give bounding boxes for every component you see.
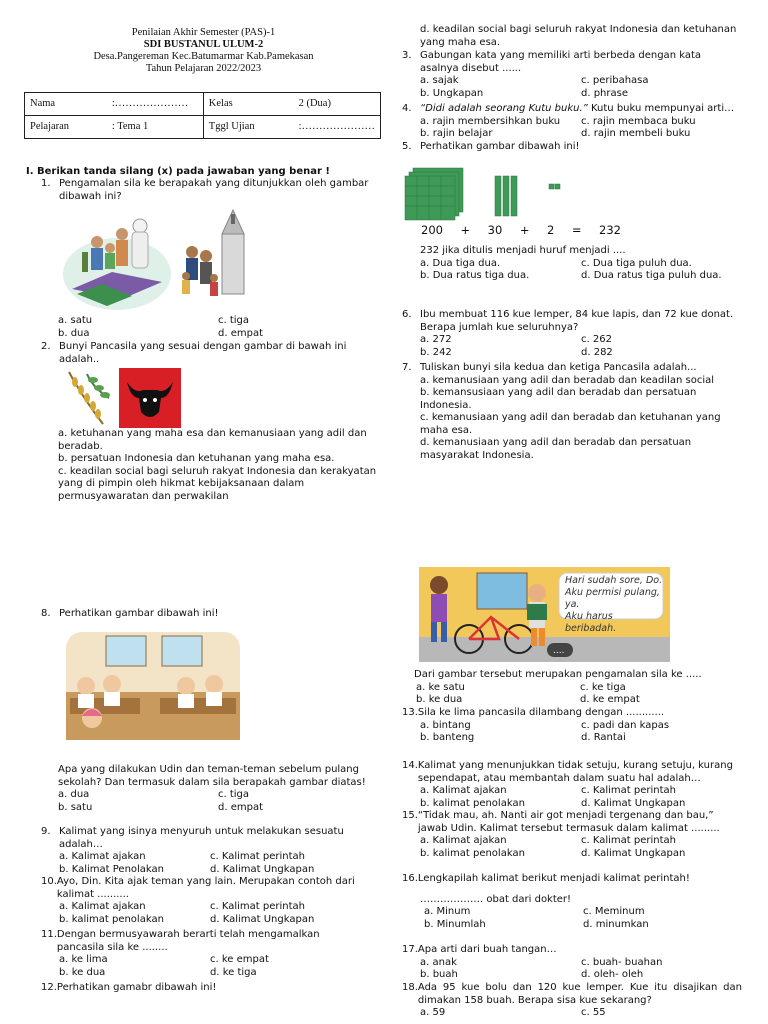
eq-2: 2 (547, 223, 555, 237)
q4-option-d[interactable]: d. rajin membeli buku (581, 128, 691, 139)
q7-option-d[interactable]: d. kemanusiaan yang adil dan beradab dan persatuan masyarakat Indonesia. (420, 437, 692, 461)
q16-option-d[interactable]: d. minumkan (583, 918, 649, 930)
q2-option-c[interactable]: c. keadilan social bagi seluruh rakyat Indonesia dan kerakyatan yang di pimpin oleh hikmat kebijaksanaan dalam permusyawaratan dan perwakilan (58, 465, 377, 502)
q11-option-a[interactable]: a. ke lima (59, 954, 108, 965)
q14-option-b[interactable]: b. kalimat penolakan (420, 797, 525, 809)
q1-option-a[interactable]: a. satu (58, 315, 93, 326)
q7-option-c[interactable]: c. kemanusiaan yang adil dan beradab dan ketuhanan yang maha esa. (420, 412, 721, 436)
q16-number: 16. (402, 873, 418, 884)
q15-option-c[interactable]: c. Kalimat perintah (581, 835, 677, 846)
q14-option-c[interactable]: c. Kalimat perintah (581, 785, 677, 796)
q8-text: Perhatikan gambar dibawah ini! (59, 608, 219, 619)
q5-number: 5. (402, 141, 412, 152)
bubble-line-2: Aku permisi pulang, ya. (565, 587, 660, 610)
q1-number: 1. (41, 178, 51, 189)
q11-text: Dengan bermusyawarah berarti telah mengamalkan pancasila sila ke ........ (56, 929, 320, 953)
eq-plus-1: + (460, 223, 471, 237)
q4-option-c[interactable]: c. rajin membaca buku (581, 115, 696, 127)
q14-option-d[interactable]: d. Kalimat Ungkapan (581, 797, 686, 809)
q13-text: Sila ke lima pancasila dilambang dengan ............ (417, 707, 665, 718)
nama-field[interactable]: :………………… (107, 93, 203, 116)
question-12 (41, 982, 361, 995)
q17-number: 17. (402, 944, 418, 955)
q6-option-b[interactable]: b. 242 (420, 346, 452, 358)
q7-option-a[interactable]: a. kemanusiaan yang adil dan beradab dan keadilan social (420, 374, 714, 386)
question-17 (402, 944, 742, 982)
q16-option-a[interactable]: a. Minum (424, 906, 471, 917)
classroom-illustration (66, 632, 240, 740)
q9-option-c[interactable]: c. Kalimat perintah (210, 851, 306, 862)
q6-option-c[interactable]: c. 262 (581, 334, 612, 345)
q2-option-a[interactable]: a. ketuhanan yang maha esa dan kemanusiaan yang adil dan beradab. (58, 428, 367, 452)
q5-body (420, 245, 742, 283)
question-5 (402, 141, 742, 154)
q10-number: 10. (41, 876, 57, 887)
q13-option-d[interactable]: d. Rantai (581, 732, 626, 743)
q7-option-b[interactable]: b. kemansusiaan yang adil dan beradab dan persatuan Indonesia. (420, 387, 697, 411)
question-3 (402, 50, 742, 100)
q5-option-d[interactable]: d. Dua ratus tiga puluh dua. (581, 270, 722, 281)
q18-option-c[interactable]: c. 55 (581, 1007, 606, 1018)
q5-prompt: 232 jika ditulis menjadi huruf menjadi .... (420, 245, 626, 256)
q14-number: 14. (402, 760, 418, 771)
q10-option-c[interactable]: c. Kalimat perintah (210, 901, 306, 912)
tgl-field[interactable]: :………………… (294, 116, 381, 139)
q1-options (58, 315, 378, 340)
rice-cotton-icon (63, 368, 115, 428)
school-address: Desa.Pangereman Kec.Batumarmar Kab.Pamekasan (93, 51, 314, 62)
church-illustration (172, 204, 254, 310)
q8-body (58, 764, 378, 814)
pelajaran-value: : Tema 1 (107, 116, 203, 139)
q5-option-c[interactable]: c. Dua tiga puluh dua. (581, 257, 692, 269)
svg-text:....: .... (553, 646, 565, 656)
bicycle-illustration (419, 567, 670, 662)
q15-text: “Tidak mau, ah. Nanti air got menjadi tergenang dan bau,” jawab Udin. Kalimat tersebut termasuk dalam kalimat ......... (417, 810, 720, 834)
eq-plus-2: + (519, 223, 530, 237)
q7-text: Tuliskan bunyi sila kedua dan ketiga Pancasila adalah... (420, 362, 697, 373)
student-info-table (24, 92, 381, 139)
q15-option-d[interactable]: d. Kalimat Ungkapan (581, 847, 686, 859)
q3-number: 3. (402, 50, 412, 61)
q10-option-a[interactable]: a. Kalimat ajakan (59, 901, 146, 912)
q16-option-c[interactable]: c. Meminum (583, 906, 645, 917)
q8-number: 8. (41, 608, 51, 619)
q12-option-b[interactable]: b. ke dua (416, 694, 463, 705)
question-15 (402, 810, 742, 860)
q2-option-d-block (420, 24, 742, 49)
q9-number: 9. (41, 826, 51, 837)
q14-option-a[interactable]: a. Kalimat ajakan (420, 785, 507, 796)
place-value-equation (421, 224, 621, 237)
q10-option-d[interactable]: d. Kalimat Ungkapan (210, 913, 315, 925)
question-18 (402, 982, 742, 1020)
q12-option-d[interactable]: d. ke empat (580, 694, 640, 705)
q6-option-d[interactable]: d. 282 (581, 346, 613, 358)
q15-option-b[interactable]: b. kalimat penolakan (420, 847, 525, 859)
q6-option-a[interactable]: a. 272 (420, 334, 452, 345)
q17-option-d[interactable]: d. oleh- oleh (581, 969, 644, 980)
q1-option-d[interactable]: d. empat (218, 327, 263, 339)
question-13 (402, 707, 742, 745)
q7-number: 7. (402, 362, 412, 373)
q3-text: Gabungan kata yang memiliki arti berbeda dengan kata asalnya disebut ...... (420, 50, 701, 74)
school-name: SDI BUSTANUL ULUM-2 (143, 39, 264, 50)
q1-text: Pengamalan sila ke berapakah yang ditunjukkan oleh gambar dibawah ini? (59, 178, 369, 202)
q12-text: Perhatikan gamabr dibawah ini! (56, 982, 217, 993)
q5-option-a[interactable]: a. Dua tiga dua. (420, 257, 501, 269)
q16-option-b[interactable]: b. Minumlah (424, 918, 486, 930)
q14-text: Kalimat yang menunjukkan tidak setuju, kurang setuju, kurang sependapat, atau membantah dalam suatu hal adalah… (417, 760, 733, 784)
q11-number: 11. (41, 929, 57, 940)
q3-option-b[interactable]: b. Ungkapan (420, 87, 484, 99)
q1-option-b[interactable]: b. dua (58, 327, 90, 339)
q9-option-b[interactable]: b. Kalimat Penolakan (59, 863, 165, 875)
q2-text: Bunyi Pancasila yang sesuai dengan gambar di bawah ini adalah.. (59, 341, 347, 365)
bubble-line-1: Hari sudah sore, Do. (565, 575, 663, 586)
q12-number: 12. (41, 982, 57, 993)
kelas-label: Kelas (203, 93, 293, 116)
question-4 (402, 103, 742, 141)
question-9 (41, 826, 361, 876)
q5-text: Perhatikan gambar dibawah ini! (420, 141, 580, 152)
bubble-line-3: Aku harus beribadah. (565, 611, 617, 634)
school-year: Tahun Pelajaran 2022/2023 (145, 63, 262, 74)
question-2 (41, 341, 359, 366)
q9-option-a[interactable]: a. Kalimat ajakan (59, 851, 146, 862)
q4-option-b[interactable]: b. rajin belajar (420, 128, 493, 139)
q11-option-d[interactable]: d. ke tiga (210, 966, 257, 978)
pelajaran-label: Pelajaran (25, 116, 107, 139)
q12-option-c[interactable]: c. ke tiga (580, 681, 626, 693)
q17-option-c[interactable]: c. buah- buahan (581, 956, 663, 968)
q4-text: Kutu buku mempunyai arti… (587, 103, 735, 114)
q12-prompt: Dari gambar tersebut merupakan pengamalan sila ke ..... (414, 669, 702, 680)
speech-bubble (565, 575, 665, 635)
q6-text: Ibu membuat 116 kue lemper, 84 kue lapis, dan 72 kue donat. Berapa jumlah kue seluruhnya? (420, 309, 734, 333)
q8-option-d[interactable]: d. empat (218, 801, 263, 813)
q13-option-c[interactable]: c. padi dan kapas (581, 719, 670, 731)
q8-option-a[interactable]: a. dua (58, 789, 90, 800)
question-10 (41, 876, 361, 926)
question-16 (402, 873, 742, 931)
q15-option-a[interactable]: a. Kalimat ajakan (420, 835, 507, 846)
q12-option-a[interactable]: a. ke satu (416, 681, 465, 693)
q10-text: Ayo, Din. Kita ajak teman yang lain. Merupakan contoh dari kalimat .......... (56, 876, 355, 900)
q5-option-b[interactable]: b. Dua ratus tiga dua. (420, 270, 530, 281)
q16-blank[interactable]: ………………. obat dari dokter! (420, 893, 572, 905)
q8-option-b[interactable]: b. satu (58, 801, 93, 813)
q3-option-c[interactable]: c. peribahasa (581, 75, 649, 86)
q13-option-a[interactable]: a. bintang (420, 719, 471, 731)
q15-number: 15. (402, 810, 418, 821)
q17-text: Apa arti dari buah tangan… (417, 944, 557, 955)
question-6 (402, 309, 742, 359)
q4-number: 4. (402, 103, 412, 114)
q1-option-c[interactable]: c. tiga (218, 315, 250, 326)
q4-quote: “Didi adalah seorang Kutu buku.” (420, 103, 588, 114)
eq-200: 200 (421, 223, 443, 237)
q2-option-b[interactable]: b. persatuan Indonesia dan ketuhanan yang maha esa. (58, 453, 335, 464)
q3-option-a[interactable]: a. sajak (420, 75, 459, 86)
q8-prompt: Apa yang dilakukan Udin dan teman-teman sebelum pulang sekolah? Dan termasuk dalam sila berapakah gambar diatas! (58, 764, 366, 788)
exam-header (26, 27, 381, 75)
q12-body (414, 669, 744, 707)
nama-label: Nama (25, 93, 107, 116)
eq-equals: = (571, 223, 582, 237)
q9-text: Kalimat yang isinya menyuruh untuk melakukan sesuatu adalah… (59, 826, 344, 850)
q11-option-c[interactable]: c. ke empat (210, 954, 269, 965)
q18-number: 18. (402, 982, 418, 993)
q13-number: 13. (402, 707, 418, 718)
exam-title: Penilaian Akhir Semester (PAS)-1 (131, 27, 276, 38)
q16-text: Lengkapilah kalimat berikut menjadi kalimat perintah! (417, 873, 690, 884)
question-8 (41, 608, 361, 621)
question-11 (41, 929, 361, 979)
q2-option-c-row (58, 466, 378, 504)
q11-option-b[interactable]: b. ke dua (59, 966, 106, 978)
q2-number: 2. (41, 341, 51, 352)
q9-option-d[interactable]: d. Kalimat Ungkapan (210, 863, 315, 875)
question-14 (402, 760, 742, 810)
section-instruction: I. Berikan tanda silang (x) pada jawaban yang benar ! (26, 166, 330, 177)
q8-option-c[interactable]: c. tiga (218, 789, 250, 800)
q2-options (58, 428, 378, 503)
q4-option-a[interactable]: a. rajin membersihkan buku (420, 115, 561, 127)
q17-option-b[interactable]: b. buah (420, 969, 458, 980)
banteng-icon (119, 368, 181, 428)
q3-option-d[interactable]: d. phrase (581, 87, 628, 99)
eq-30: 30 (487, 223, 503, 237)
q18-text: Ada 95 kue bolu dan 120 kue lemper. Kue itu disajikan dan dimakan 158 buah. Berapa sisa kue sekarang? (417, 982, 742, 1006)
kelas-value: 2 (Dua) (294, 93, 381, 116)
place-value-blocks (403, 162, 621, 240)
eq-232: 232 (599, 223, 621, 237)
tgl-label: Tggl Ujian (203, 116, 293, 139)
q17-option-a[interactable]: a. anak (420, 956, 457, 968)
prayer-illustration (62, 204, 172, 310)
q2-option-d[interactable]: d. keadilan social bagi seluruh rakyat Indonesia dan ketuhanan yang maha esa. (420, 24, 737, 48)
question-7 (402, 362, 742, 462)
q10-option-b[interactable]: b. kalimat penolakan (59, 913, 164, 925)
q6-number: 6. (402, 309, 412, 320)
q13-option-b[interactable]: b. banteng (420, 732, 475, 743)
question-1 (41, 178, 381, 203)
q18-option-a[interactable]: a. 59 (420, 1007, 446, 1018)
